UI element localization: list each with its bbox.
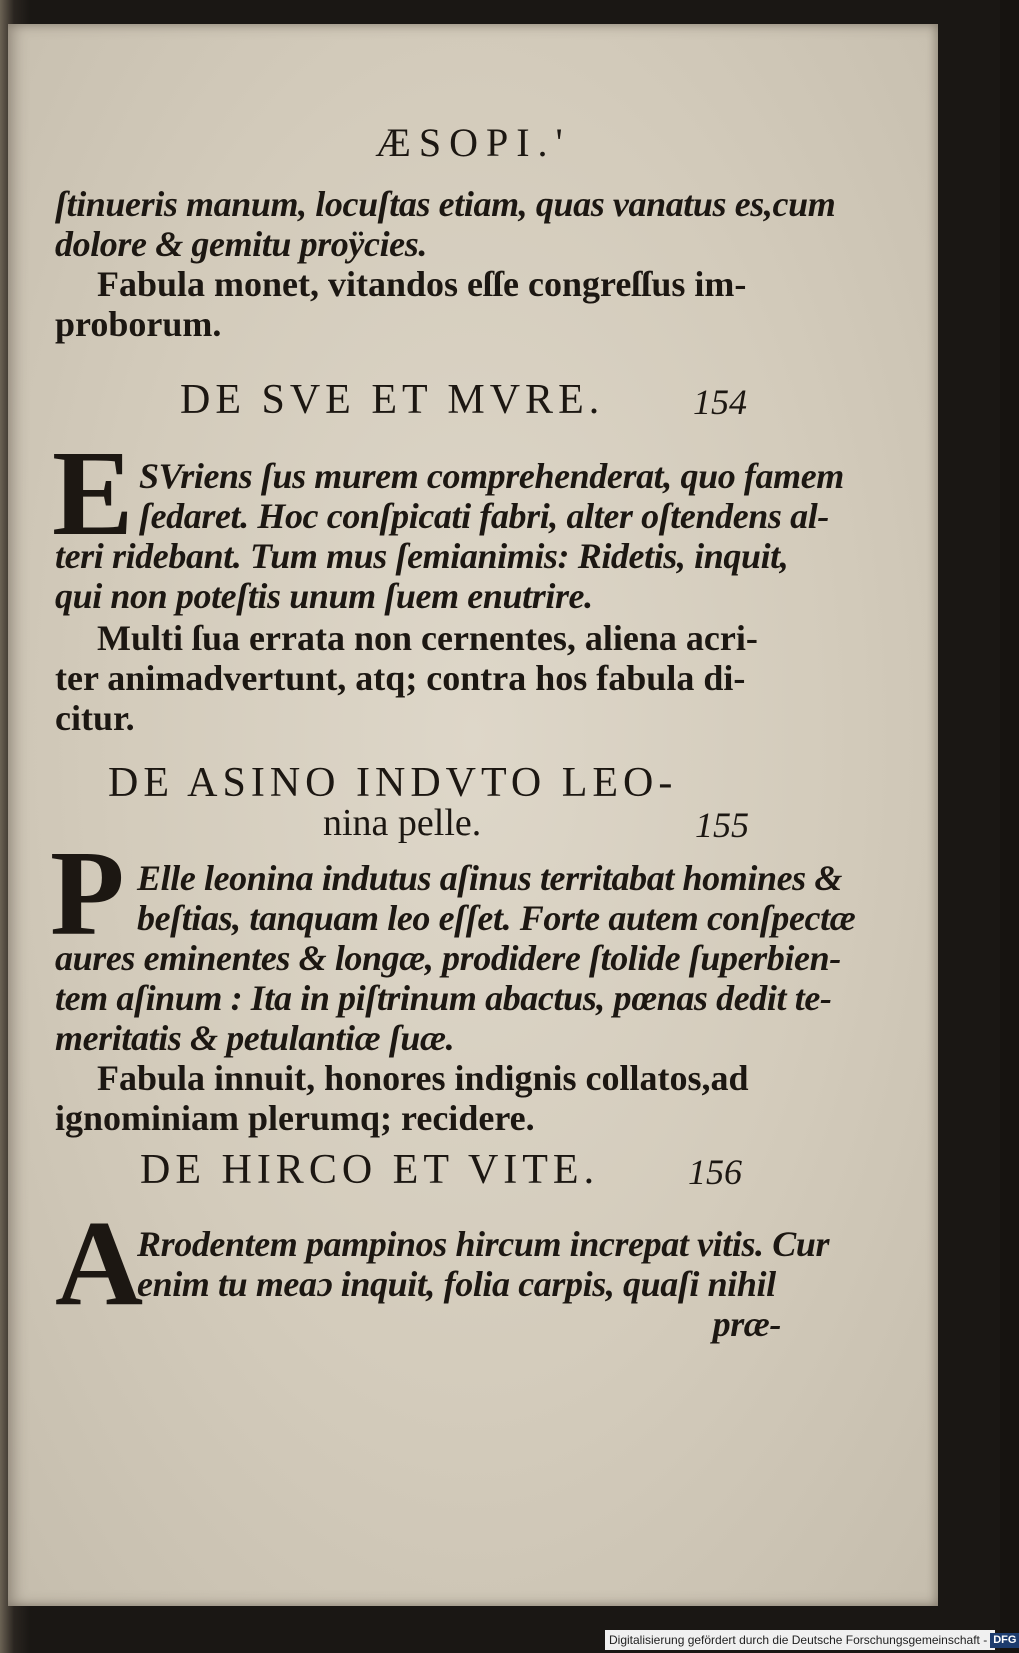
drop-cap: P (50, 826, 125, 961)
fable-text (55, 456, 844, 616)
text-line: enim tu meaɔ inquit, folia carpis, quaſi nihil (137, 1264, 776, 1304)
fable-number: 156 (688, 1152, 742, 1192)
catchword: præ- (712, 1304, 781, 1344)
text-line: ſedaret. Hoc conſpicati fabri, alter oſtendens al- (139, 496, 829, 536)
fable-title-continued: nina pelle. (323, 802, 482, 844)
drop-cap: E (52, 426, 134, 561)
text-line: beſtias, tanquam leo eſſet. Forte autem conſpectæ (137, 898, 856, 938)
fable-title: DE HIRCO ET VITE. (140, 1147, 600, 1193)
fable-text (55, 858, 856, 1058)
dfg-logo: DFG (990, 1633, 1019, 1648)
text-line: Elle leonina indutus aſinus territabat homines & (137, 858, 842, 898)
digitization-credit (605, 1630, 1017, 1650)
text-line: dolore & gemitu proÿcies. (55, 224, 427, 264)
book-page (8, 24, 938, 1606)
fable-text (55, 1224, 830, 1344)
moral-line: Fabula monet, vitandos eſſe congreſſus im- (97, 264, 747, 304)
moral-line: Multi ſua errata non cernentes, aliena acri- (97, 618, 758, 658)
text-line: tem aſinum : Ita in piſtrinum abactus, pœnas dedit te- (55, 978, 832, 1018)
moral-line: ignominiam plerumq; recidere. (55, 1098, 535, 1138)
moral-line: Fabula innuit, honores indignis collatos,ad (97, 1058, 749, 1098)
fable-title: DE SVE ET MVRE. (180, 377, 605, 423)
intro-text (55, 184, 836, 264)
text-line: Rrodentem pampinos hircum increpat vitis. Cur (137, 1224, 830, 1264)
text-line: aures eminentes & longæ, prodidere ſtolide ſuperbien- (55, 938, 841, 978)
moral-line: citur. (55, 698, 135, 738)
drop-cap: A (55, 1196, 144, 1331)
fable-title: DE ASINO INDVTO LEO- (108, 760, 678, 806)
fable-number: 155 (695, 805, 749, 845)
text-line: meritatis & petulantiæ ſuæ. (55, 1018, 455, 1058)
running-head: ÆSOPI.' (375, 120, 571, 165)
text-line: qui non poteſtis unum ſuem enutrire. (55, 576, 593, 616)
text-line: teri ridebant. Tum mus ſemianimis: Ridetis, inquit, (55, 536, 789, 576)
intro-moral (55, 264, 793, 344)
fable-number: 154 (693, 382, 747, 422)
text-line: SVriens ſus murem comprehenderat, quo famem (139, 456, 844, 496)
fable-moral (55, 618, 793, 738)
credit-text: Digitalisierung gefördert durch die Deutsche Forschungsgemeinschaft - (609, 1633, 988, 1647)
moral-line: ter animadvertunt, atq; contra hos fabula di- (55, 658, 746, 698)
fable-moral (55, 1058, 793, 1138)
moral-line: proborum. (55, 304, 222, 344)
text-line: ſtinueris manum, locuſtas etiam, quas vanatus es,cum (55, 184, 836, 224)
